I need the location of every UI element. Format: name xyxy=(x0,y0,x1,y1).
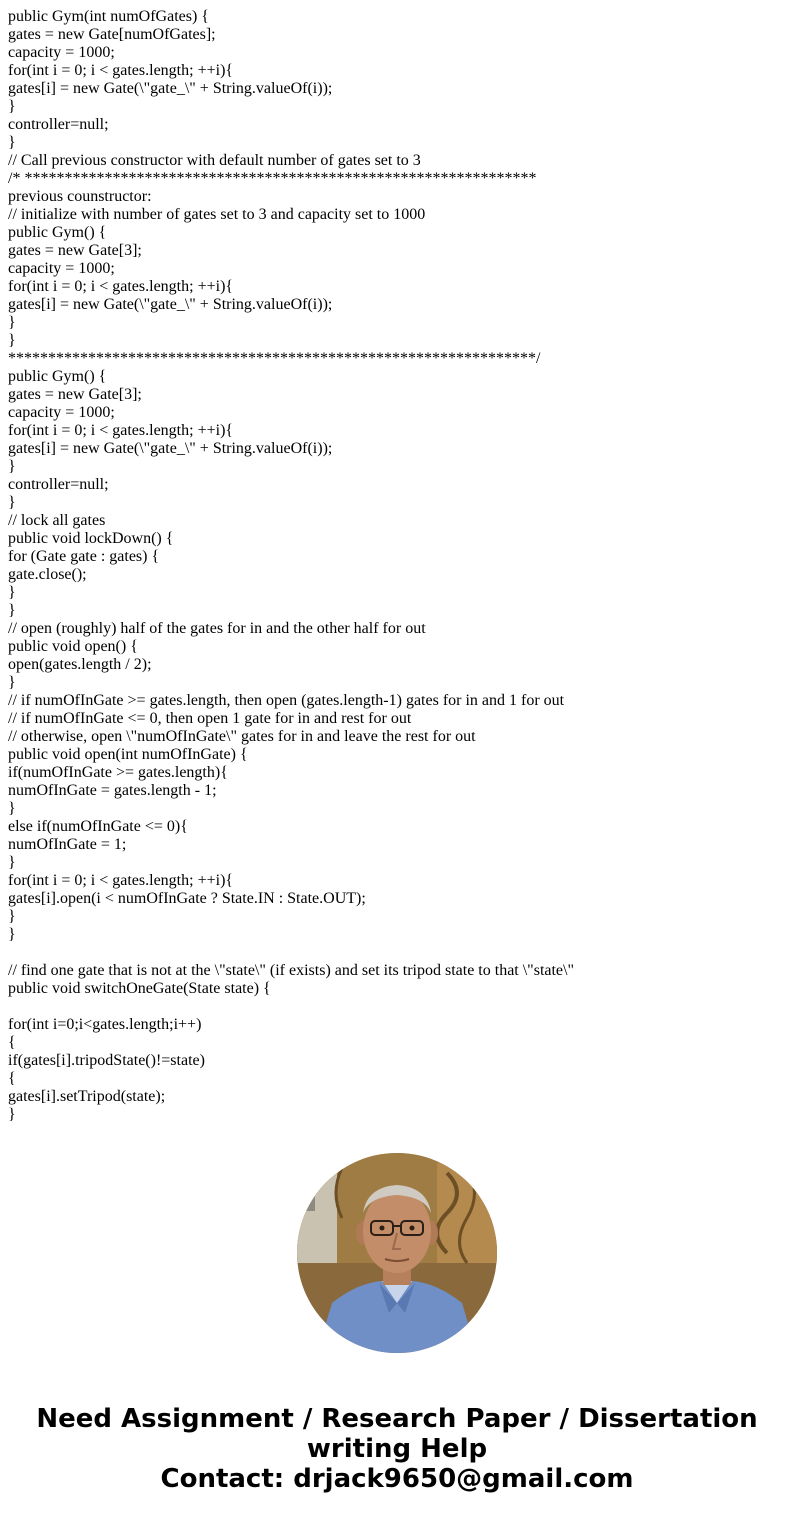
code-line: capacity = 1000; xyxy=(8,404,115,421)
code-line: ******************************************************************/ xyxy=(8,350,541,367)
code-line: capacity = 1000; xyxy=(8,260,115,277)
code-line: // Call previous constructor with default number of gates set to 3 xyxy=(8,152,421,169)
code-line: controller=null; xyxy=(8,116,109,133)
code-line: } xyxy=(8,926,16,943)
code-line: public void switchOneGate(State state) { xyxy=(8,980,271,997)
code-line: } xyxy=(8,908,16,925)
code-line: gates = new Gate[numOfGates]; xyxy=(8,26,216,43)
code-line: for(int i = 0; i < gates.length; ++i){ xyxy=(8,62,234,79)
code-listing xyxy=(8,8,788,1124)
code-line xyxy=(8,944,788,962)
code-line: public void lockDown() { xyxy=(8,530,174,547)
code-line: capacity = 1000; xyxy=(8,44,115,61)
code-line: } xyxy=(8,314,16,331)
code-line: gates[i].open(i < numOfInGate ? State.IN : State.OUT); xyxy=(8,890,366,907)
code-line: for(int i=0;i<gates.length;i++) xyxy=(8,1016,202,1033)
promo-line-1: Need Assignment / Research Paper / Dissertation xyxy=(36,1404,758,1434)
code-line: gates[i] = new Gate(\"gate_\" + String.valueOf(i)); xyxy=(8,440,333,457)
promo-contact: Contact: drjack9650@gmail.com xyxy=(160,1464,634,1494)
code-line: if(numOfInGate >= gates.length){ xyxy=(8,764,228,781)
code-line: public Gym(int numOfGates) { xyxy=(8,8,209,25)
code-line: // find one gate that is not at the \"state\" (if exists) and set its tripod state to that \"state\" xyxy=(8,962,575,979)
code-line: else if(numOfInGate <= 0){ xyxy=(8,818,188,835)
code-line: } xyxy=(8,134,16,151)
author-photo xyxy=(297,1153,497,1353)
promo-banner xyxy=(0,1404,794,1494)
code-line: gate.close(); xyxy=(8,566,87,583)
code-line: gates = new Gate[3]; xyxy=(8,386,142,403)
code-line: numOfInGate = 1; xyxy=(8,836,127,853)
code-line: previous counstructor: xyxy=(8,188,152,205)
code-line: for(int i = 0; i < gates.length; ++i){ xyxy=(8,422,234,439)
code-line: public void open() { xyxy=(8,638,138,655)
code-line: numOfInGate = gates.length - 1; xyxy=(8,782,217,799)
code-line: // open (roughly) half of the gates for in and the other half for out xyxy=(8,620,426,637)
code-line: // if numOfInGate <= 0, then open 1 gate for in and rest for out xyxy=(8,710,412,727)
code-line: for(int i = 0; i < gates.length; ++i){ xyxy=(8,872,234,889)
code-line: // if numOfInGate >= gates.length, then open (gates.length-1) gates for in and 1 for out xyxy=(8,692,565,709)
code-line: } xyxy=(8,854,16,871)
code-line: open(gates.length / 2); xyxy=(8,656,152,673)
code-line: } xyxy=(8,494,16,511)
code-line: } xyxy=(8,1106,16,1123)
code-line: } xyxy=(8,332,16,349)
code-line: { xyxy=(8,1070,16,1087)
code-line: } xyxy=(8,800,16,817)
code-line: gates = new Gate[3]; xyxy=(8,242,142,259)
code-line: controller=null; xyxy=(8,476,109,493)
code-line: public Gym() { xyxy=(8,224,107,241)
code-line: } xyxy=(8,98,16,115)
code-line: // initialize with number of gates set to 3 and capacity set to 1000 xyxy=(8,206,426,223)
promo-line-2: writing Help xyxy=(306,1434,488,1464)
code-line: for (Gate gate : gates) { xyxy=(8,548,160,565)
code-line: /* **************************************************************** xyxy=(8,170,537,187)
code-line: { xyxy=(8,1034,16,1051)
code-line: // lock all gates xyxy=(8,512,106,529)
code-line: } xyxy=(8,458,16,475)
code-line: public void open(int numOfInGate) { xyxy=(8,746,248,763)
code-line: } xyxy=(8,602,16,619)
code-line xyxy=(8,998,788,1016)
code-line: gates[i] = new Gate(\"gate_\" + String.valueOf(i)); xyxy=(8,296,333,313)
code-line: // otherwise, open \"numOfInGate\" gates for in and leave the rest for out xyxy=(8,728,476,745)
code-line: gates[i] = new Gate(\"gate_\" + String.valueOf(i)); xyxy=(8,80,333,97)
code-line: } xyxy=(8,584,16,601)
portrait-image xyxy=(297,1153,497,1353)
code-line: if(gates[i].tripodState()!=state) xyxy=(8,1052,205,1069)
code-line: public Gym() { xyxy=(8,368,107,385)
code-line: } xyxy=(8,674,16,691)
code-line: for(int i = 0; i < gates.length; ++i){ xyxy=(8,278,234,295)
code-line: gates[i].setTripod(state); xyxy=(8,1088,166,1105)
